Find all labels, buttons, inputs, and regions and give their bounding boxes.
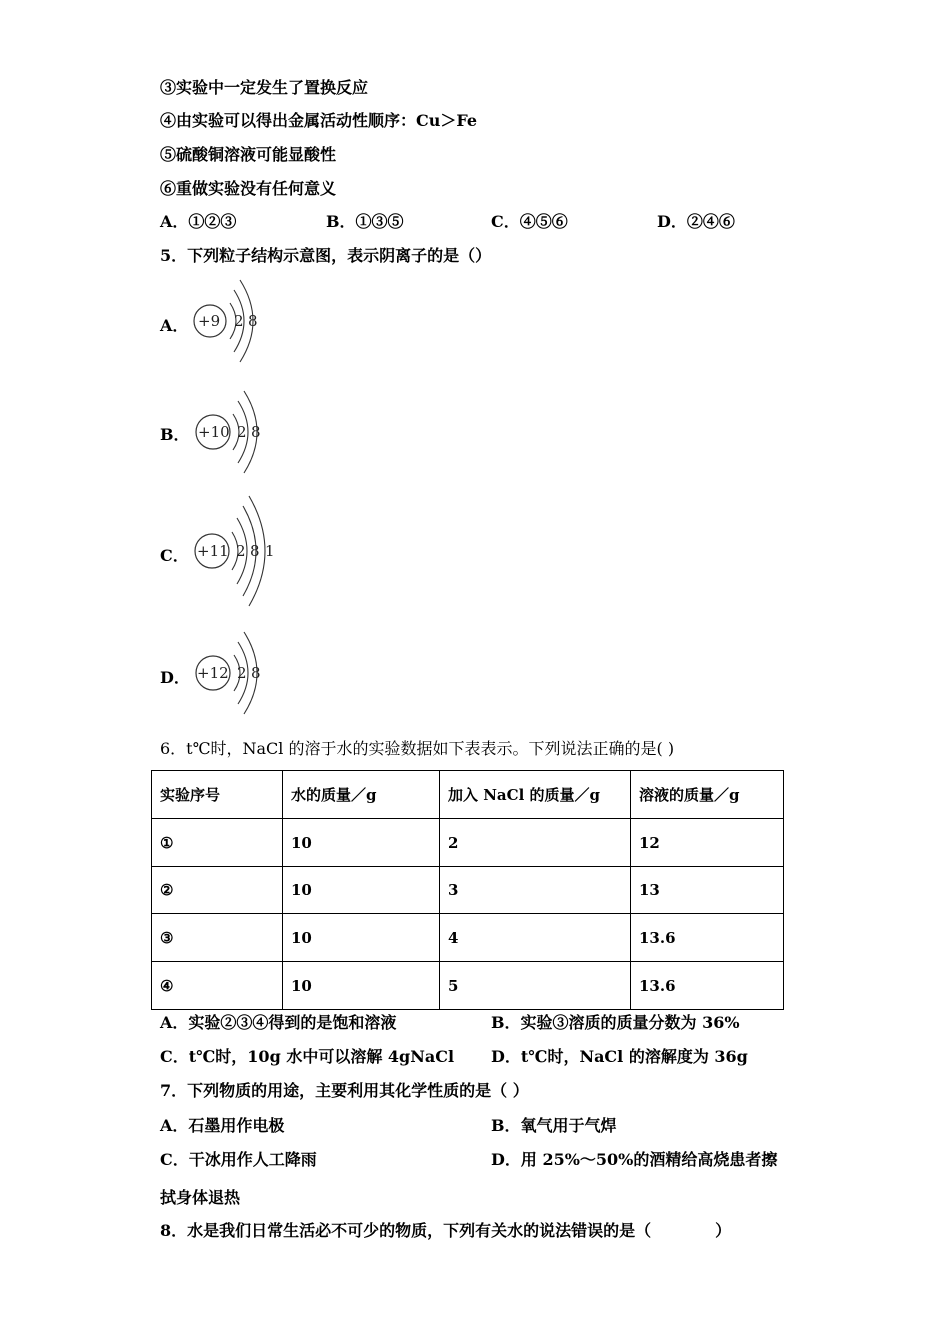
q7-option-d-continuation: 拭身体退热 xyxy=(160,1188,241,1207)
q4-item-3: ③实验中一定发生了置换反应 xyxy=(160,78,369,97)
q5-option-d-atom-diagram xyxy=(193,630,283,716)
q5-option-c-atom-diagram xyxy=(193,496,293,608)
table-row xyxy=(152,819,784,867)
q4-option-a[interactable]: A．①②③ xyxy=(160,212,237,231)
nucleus-charge: +9 xyxy=(198,312,221,330)
q5-option-a-atom-diagram xyxy=(190,278,280,364)
q6-option-d[interactable]: D．t℃时，NaCl 的溶解度为 36g xyxy=(491,1047,748,1066)
table-cell: 3 xyxy=(440,867,631,914)
table-cell: 10 xyxy=(283,914,440,962)
table-cell: 10 xyxy=(283,867,440,914)
q4-option-c[interactable]: C．④⑤⑥ xyxy=(491,212,568,231)
table-cell: 13 xyxy=(631,867,784,914)
nucleus-charge: +10 xyxy=(198,423,230,441)
table-cell: 10 xyxy=(283,962,440,1010)
table-cell: 4 xyxy=(440,914,631,962)
nacl-data-table xyxy=(151,770,784,1010)
q4-item-4: ④由实验可以得出金属活动性顺序：Cu＞Fe xyxy=(160,111,478,130)
q7-option-b[interactable]: B．氧气用于气焊 xyxy=(491,1116,617,1135)
shell-count-1: 2 xyxy=(237,664,247,682)
table-cell: 2 xyxy=(440,819,631,867)
q5-option-a-label[interactable]: A． xyxy=(160,316,189,335)
table-cell: 13.6 xyxy=(631,914,784,962)
q7-option-c[interactable]: C．干冰用作人工降雨 xyxy=(160,1150,317,1169)
q6-option-a[interactable]: A．实验②③④得到的是饱和溶液 xyxy=(160,1013,397,1032)
q8-stem: 8．水是我们日常生活必不可少的物质，下列有关水的说法错误的是（ ） xyxy=(160,1221,732,1240)
shell-count-1: 2 xyxy=(234,312,244,330)
shell-count-1: 2 xyxy=(236,542,246,560)
table-header-cell: 实验序号 xyxy=(152,771,283,819)
q4-item-6: ⑥重做实验没有任何意义 xyxy=(160,179,337,198)
table-cell: 12 xyxy=(631,819,784,867)
q4-option-d[interactable]: D．②④⑥ xyxy=(657,212,735,231)
table-row xyxy=(152,867,784,914)
q4-option-b[interactable]: B．①③⑤ xyxy=(326,212,404,231)
table-row xyxy=(152,962,784,1010)
shell-count-3: 1 xyxy=(265,542,275,560)
table-cell: 13.6 xyxy=(631,962,784,1010)
q6-stem: 6．t℃时，NaCl 的溶于水的实验数据如下表表示。下列说法正确的是( ) xyxy=(160,739,675,758)
q7-option-d[interactable]: D．用 25%～50%的酒精给高烧患者擦 xyxy=(491,1150,778,1169)
table-cell: ③ xyxy=(152,914,283,962)
nucleus-charge: +11 xyxy=(197,542,229,560)
q4-item-5: ⑤硫酸铜溶液可能显酸性 xyxy=(160,145,337,164)
shell-count-2: 8 xyxy=(251,664,261,682)
table-cell: 10 xyxy=(283,819,440,867)
nucleus-charge: +12 xyxy=(197,664,229,682)
shell-count-1: 2 xyxy=(237,423,247,441)
shell-count-2: 8 xyxy=(250,542,260,560)
q7-stem: 7．下列物质的用途，主要利用其化学性质的是（ ） xyxy=(160,1081,529,1100)
q5-option-d-label[interactable]: D． xyxy=(160,668,190,687)
table-cell: ② xyxy=(152,867,283,914)
shell-count-2: 8 xyxy=(251,423,261,441)
q6-option-b[interactable]: B．实验③溶质的质量分数为 36% xyxy=(491,1013,740,1032)
q5-stem: 5．下列粒子结构示意图，表示阴离子的是（） xyxy=(160,246,492,265)
table-header-cell: 溶液的质量／g xyxy=(631,771,784,819)
table-header-row xyxy=(152,771,784,819)
table-header-cell: 加入 NaCl 的质量／g xyxy=(440,771,631,819)
table-cell: ① xyxy=(152,819,283,867)
q5-option-c-label[interactable]: C． xyxy=(160,546,189,565)
table-cell: ④ xyxy=(152,962,283,1010)
table-row xyxy=(152,914,784,962)
table-cell: 5 xyxy=(440,962,631,1010)
shell-count-2: 8 xyxy=(248,312,258,330)
q5-option-b-label[interactable]: B． xyxy=(160,425,190,444)
table-header-cell: 水的质量／g xyxy=(283,771,440,819)
q7-option-a[interactable]: A．石墨用作电极 xyxy=(160,1116,285,1135)
q6-option-c[interactable]: C．t℃时，10g 水中可以溶解 4gNaCl xyxy=(160,1047,455,1066)
q5-option-b-atom-diagram xyxy=(193,389,283,475)
